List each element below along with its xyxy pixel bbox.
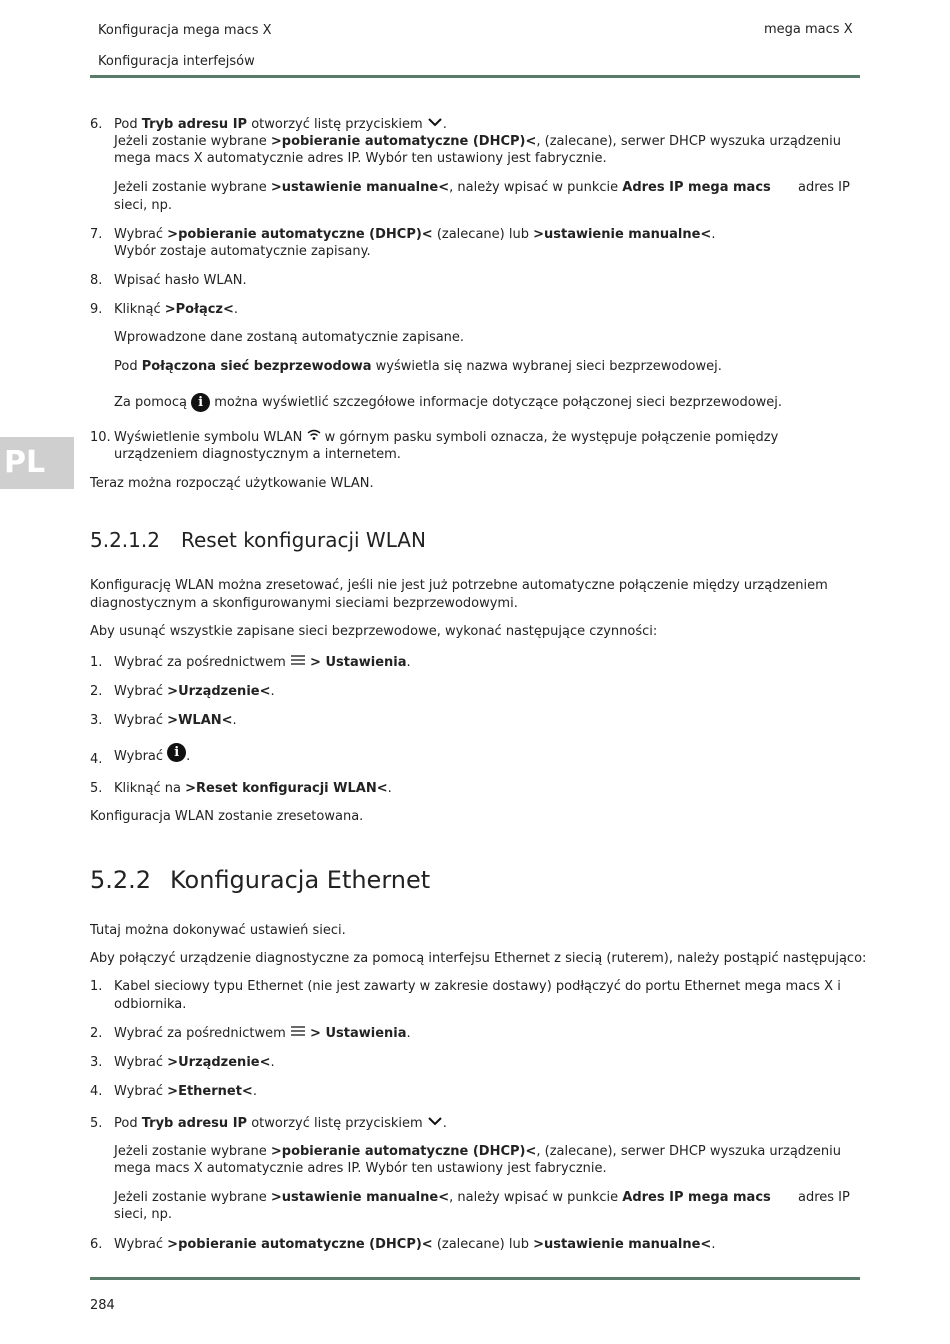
list-item: Kliknąć >Połącz<. bbox=[114, 302, 239, 317]
list-number: 4. bbox=[90, 1084, 103, 1099]
list-item: Wybrać >Ethernet<. bbox=[114, 1084, 257, 1099]
info-icon: i bbox=[191, 393, 210, 412]
list-number: 5. bbox=[90, 1116, 103, 1131]
list-number: 3. bbox=[90, 713, 103, 728]
list-text: Jeżeli zostanie wybrane >ustawienie manualne<, należy wpisać w punkcie Adres IP mega macs bbox=[114, 1190, 771, 1205]
footer-rule bbox=[90, 1277, 860, 1280]
list-item: Wpisać hasło WLAN. bbox=[114, 273, 247, 288]
paragraph: Teraz można rozpocząć użytkowanie WLAN. bbox=[90, 476, 374, 491]
list-number: 2. bbox=[90, 684, 103, 699]
list-number: 1. bbox=[90, 979, 103, 994]
header-subtitle: Konfiguracja interfejsów bbox=[98, 54, 255, 69]
list-item: Wybrać i . bbox=[114, 745, 191, 764]
header-title: Konfiguracja mega macs X bbox=[98, 23, 272, 38]
section-number: 5.2.1.2 bbox=[90, 528, 160, 552]
list-item: Wybrać >WLAN<. bbox=[114, 713, 237, 728]
list-text: Wybór zostaje automatycznie zapisany. bbox=[114, 244, 371, 259]
chevron-down-icon bbox=[427, 116, 443, 133]
list-text: Jeżeli zostanie wybrane >pobieranie automatyczne (DHCP)<, (zalecane), serwer DHCP wyszuka urządzeniu bbox=[114, 1144, 841, 1159]
list-item: Pod Tryb adresu IP otworzyć listę przyciskiem . bbox=[114, 117, 447, 132]
list-number: 8. bbox=[90, 273, 103, 288]
list-item: Pod Tryb adresu IP otworzyć listę przyciskiem . bbox=[114, 1116, 447, 1131]
paragraph: Aby usunąć wszystkie zapisane sieci bezprzewodowe, wykonać następujące czynności: bbox=[90, 624, 658, 639]
page-number: 284 bbox=[90, 1298, 115, 1313]
language-tab: PL bbox=[0, 437, 74, 489]
paragraph: Aby połączyć urządzenie diagnostyczne za pomocą interfejsu Ethernet z siecią (ruterem), należy postąpić następująco: bbox=[90, 951, 867, 966]
list-text: adres IP bbox=[798, 1190, 850, 1205]
list-item: Wybrać >Urządzenie<. bbox=[114, 684, 275, 699]
list-item: Wybrać >Urządzenie<. bbox=[114, 1055, 275, 1070]
list-text: odbiornika. bbox=[114, 997, 187, 1012]
list-number: 3. bbox=[90, 1055, 103, 1070]
menu-icon bbox=[290, 654, 306, 671]
wifi-icon bbox=[307, 429, 321, 446]
chevron-down-icon bbox=[427, 1115, 443, 1132]
section-number: 5.2.2 bbox=[90, 866, 152, 894]
list-text: sieci, np. bbox=[114, 1207, 173, 1222]
list-text: Jeżeli zostanie wybrane >pobieranie automatyczne (DHCP)<, (zalecane), serwer DHCP wyszuka urządzeniu bbox=[114, 134, 841, 149]
paragraph: diagnostycznym a skonfigurowanymi sieciami bezprzewodowymi. bbox=[90, 596, 518, 611]
section-title: Konfiguracja Ethernet bbox=[170, 866, 431, 894]
list-item: Wybrać za pośrednictwem > Ustawienia. bbox=[114, 1026, 411, 1041]
list-number: 10. bbox=[90, 430, 111, 445]
list-text: Pod Połączona sieć bezprzewodowa wyświetla się nazwa wybranej sieci bezprzewodowej. bbox=[114, 359, 722, 374]
list-item: Kliknąć na >Reset konfiguracji WLAN<. bbox=[114, 781, 392, 796]
list-text: sieci, np. bbox=[114, 198, 173, 213]
header-rule bbox=[90, 75, 860, 78]
list-item: Wybrać >pobieranie automatyczne (DHCP)< (zalecane) lub >ustawienie manualne<. bbox=[114, 227, 716, 242]
list-number: 4. bbox=[90, 752, 103, 767]
list-number: 1. bbox=[90, 655, 103, 670]
paragraph: Konfiguracja WLAN zostanie zresetowana. bbox=[90, 809, 364, 824]
list-number: 7. bbox=[90, 227, 103, 242]
list-text: mega macs X automatycznie adres IP. Wybór ten ustawiony jest fabrycznie. bbox=[114, 1161, 607, 1176]
list-number: 9. bbox=[90, 302, 103, 317]
list-number: 6. bbox=[90, 1237, 103, 1252]
menu-icon bbox=[290, 1025, 306, 1042]
list-text: Za pomocą i można wyświetlić szczegółowe informacje dotyczące połączonej sieci bezprzewodowej. bbox=[114, 395, 783, 410]
list-text: Jeżeli zostanie wybrane >ustawienie manualne<, należy wpisać w punkcie Adres IP mega macs bbox=[114, 180, 771, 195]
info-icon: i bbox=[167, 743, 186, 762]
list-item: Wyświetlenie symbolu WLAN w górnym pasku symboli oznacza, że występuje połączenie pomiędzy bbox=[114, 430, 779, 445]
list-text: mega macs X automatycznie adres IP. Wybór ten ustawiony jest fabrycznie. bbox=[114, 151, 607, 166]
section-title: Reset konfiguracji WLAN bbox=[181, 528, 426, 552]
list-number: 2. bbox=[90, 1026, 103, 1041]
list-text: adres IP bbox=[798, 180, 850, 195]
list-text: Wprowadzone dane zostaną automatycznie zapisane. bbox=[114, 330, 465, 345]
list-number: 6. bbox=[90, 117, 103, 132]
list-number: 5. bbox=[90, 781, 103, 796]
list-text: urządzeniem diagnostycznym a internetem. bbox=[114, 447, 401, 462]
header-product: mega macs X bbox=[764, 22, 853, 37]
list-item: Wybrać >pobieranie automatyczne (DHCP)< (zalecane) lub >ustawienie manualne<. bbox=[114, 1237, 716, 1252]
list-item: Kabel sieciowy typu Ethernet (nie jest zawarty w zakresie dostawy) podłączyć do portu Ethernet mega macs X i bbox=[114, 979, 841, 994]
paragraph: Konfigurację WLAN można zresetować, jeśli nie jest już potrzebne automatyczne połączenie między urządzeniem bbox=[90, 578, 828, 593]
paragraph: Tutaj można dokonywać ustawień sieci. bbox=[90, 923, 346, 938]
list-item: Wybrać za pośrednictwem > Ustawienia. bbox=[114, 655, 411, 670]
